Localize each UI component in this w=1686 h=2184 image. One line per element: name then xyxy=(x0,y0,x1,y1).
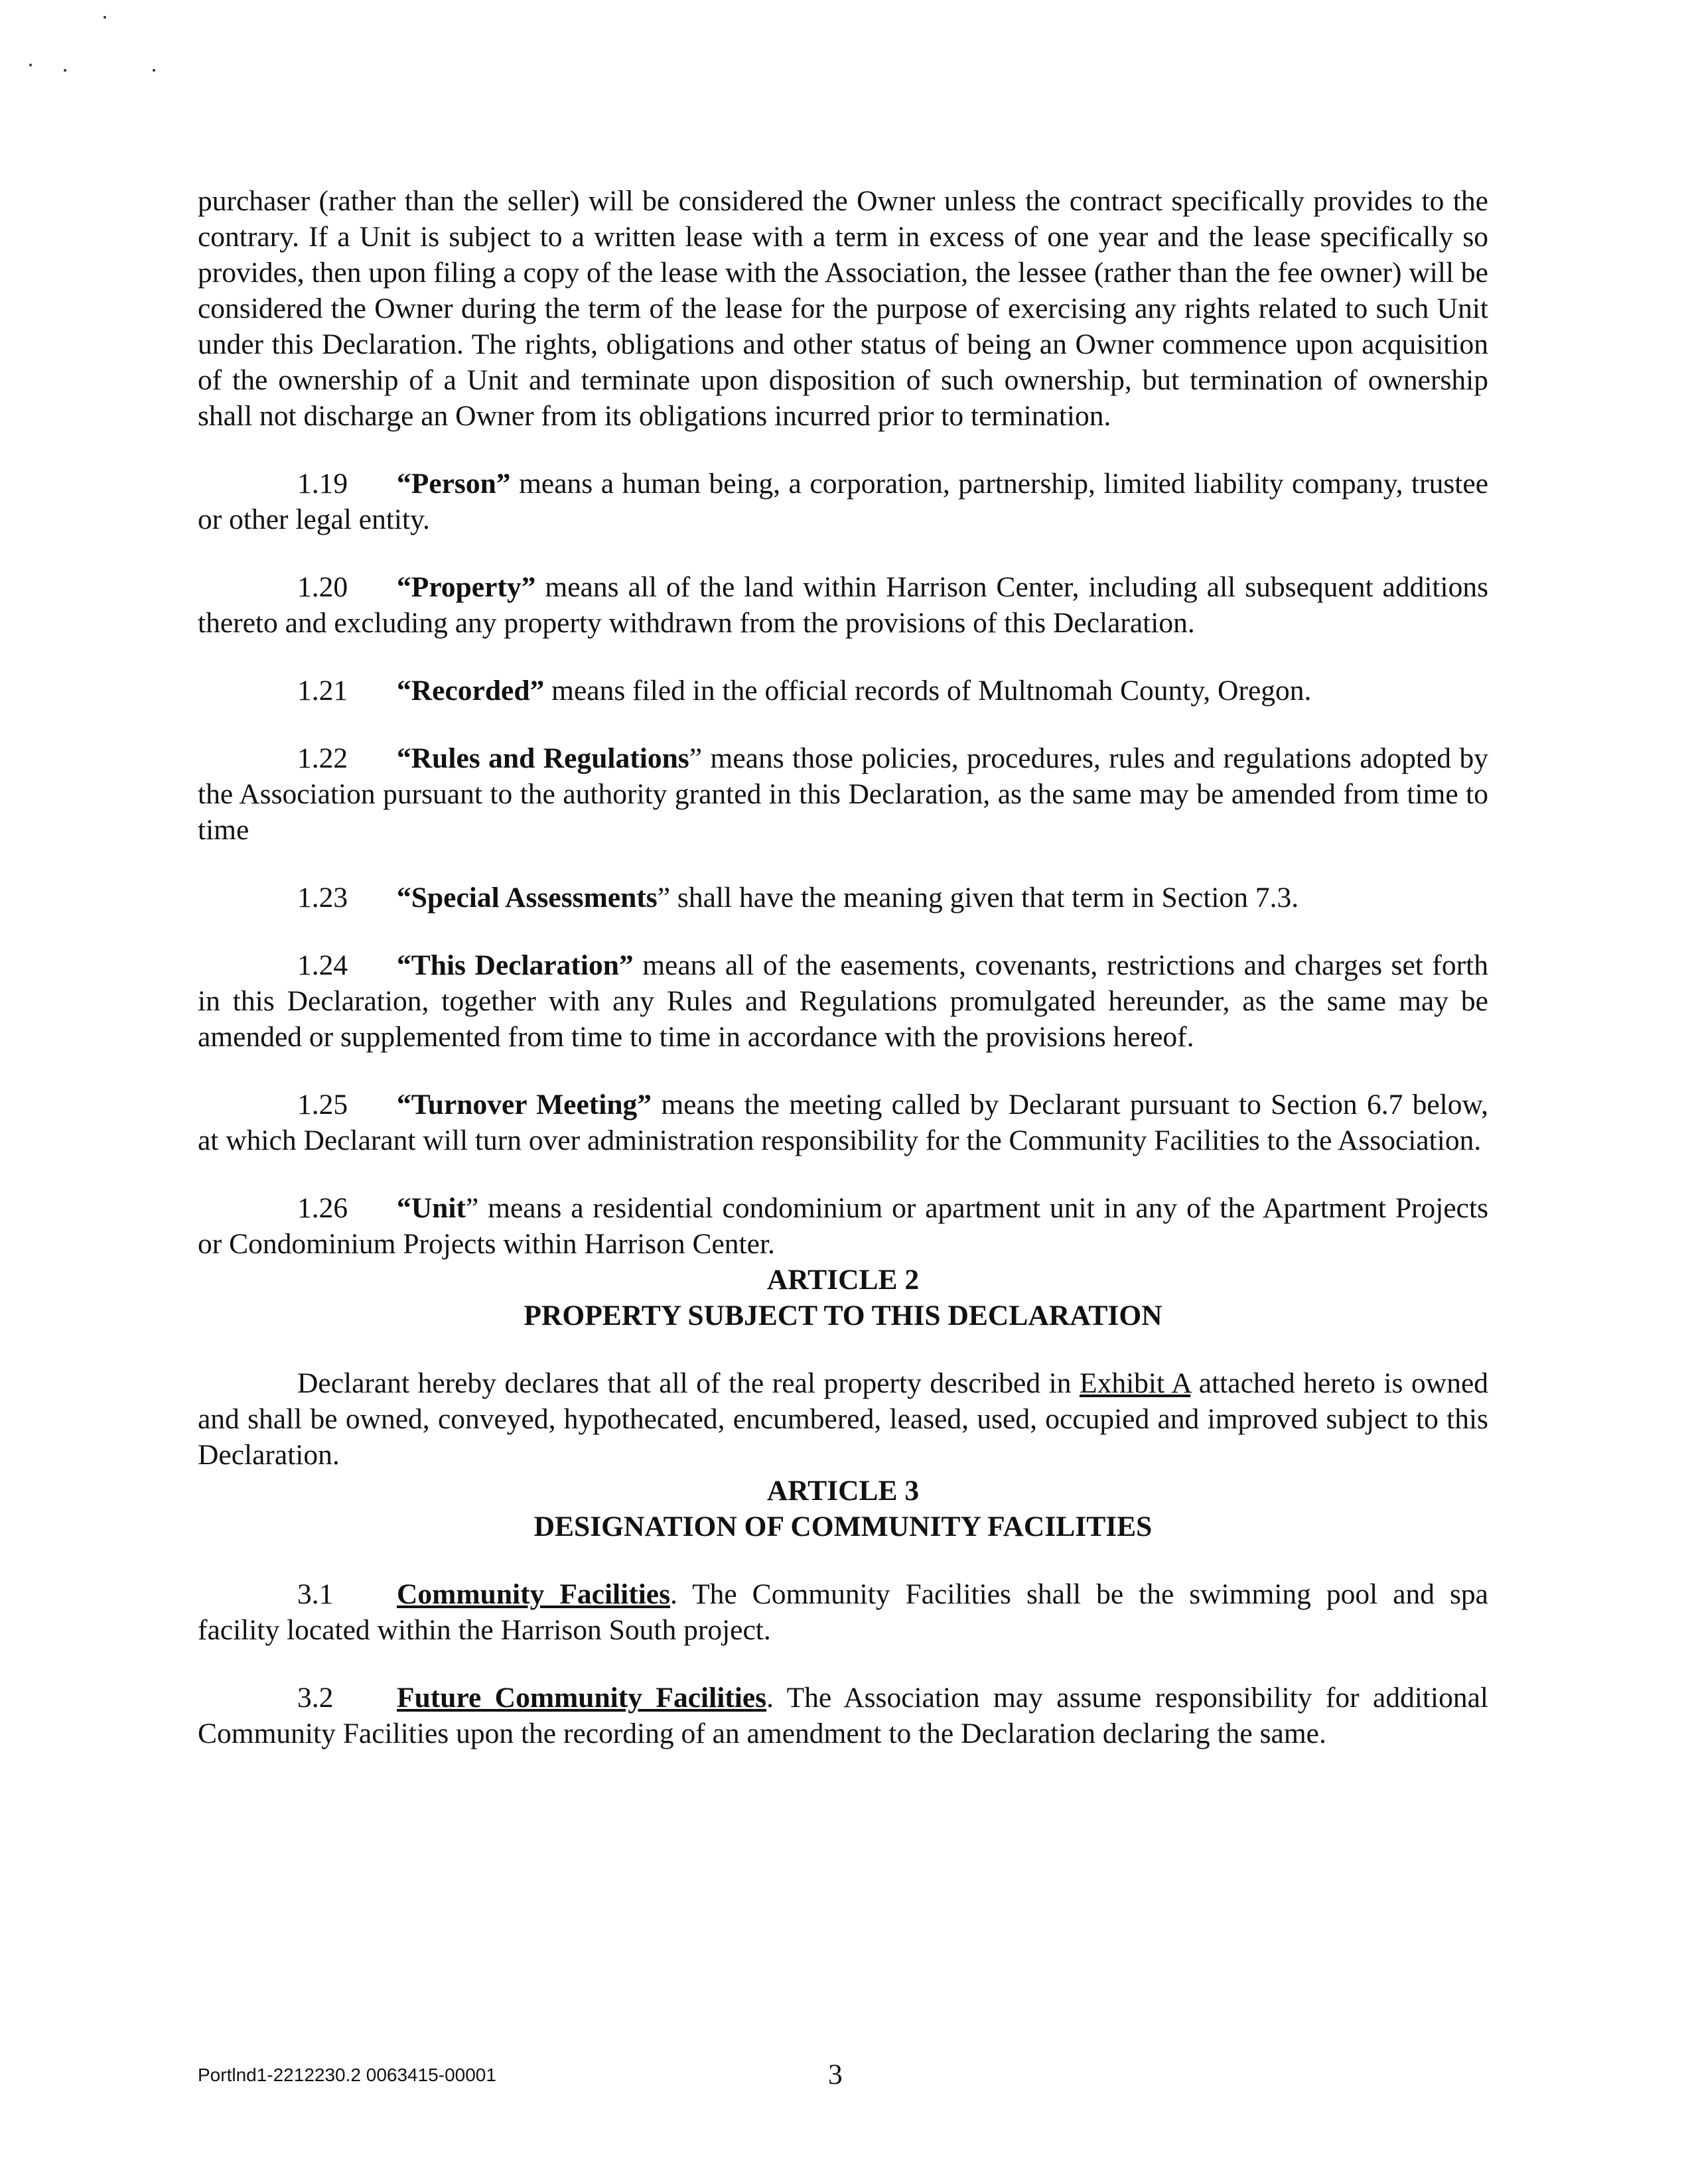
section-text: . The Association may assume responsibility for additional Community Facilities upon the recording of an amendment to the Declaration declaring the same. xyxy=(198,1682,1488,1749)
defined-term: “Person” xyxy=(397,468,511,500)
definition-text: means a human being, a corporation, partnership, limited liability company, trustee or other legal entity. xyxy=(198,468,1488,535)
definition-1-22 xyxy=(198,740,1488,848)
defined-term: “Turnover Meeting” xyxy=(397,1089,652,1121)
section-number: 1.25 xyxy=(297,1089,348,1121)
article-3-label: ARTICLE 3 xyxy=(766,1475,920,1507)
article-2-title: PROPERTY SUBJECT TO THIS DECLARATION xyxy=(524,1300,1162,1331)
definition-1-26 xyxy=(198,1190,1488,1262)
definition-text: means all of the easements, covenants, restrictions and charges set forth in this Declaration, together with any Rules and Regulations promulgated hereunder, as the same may be amended or supplemented from time to time in accordance with the provisions hereof. xyxy=(198,949,1488,1053)
page-number: 3 xyxy=(828,2059,843,2090)
defined-term: “Rules and Regulations xyxy=(397,742,689,774)
definition-text: means the meeting called by Declarant pursuant to Section 6.7 below, at which Declarant will turn over administration responsibility for the Community Facilities to the Association. xyxy=(198,1089,1488,1156)
exhibit-reference: Exhibit A xyxy=(1080,1367,1191,1399)
defined-term: “Unit xyxy=(397,1192,466,1224)
scan-artifact xyxy=(29,64,32,66)
definition-text: ” shall have the meaning given that term in Section 7.3. xyxy=(657,882,1299,914)
section-3-2 xyxy=(198,1680,1488,1751)
definition-1-19 xyxy=(198,466,1488,537)
definition-1-23 xyxy=(198,880,1488,916)
section-number: 3.2 xyxy=(297,1682,334,1714)
section-number: 1.21 xyxy=(297,675,348,707)
page-footer xyxy=(198,2058,1488,2091)
section-number: 1.24 xyxy=(297,949,348,981)
defined-term: “Recorded” xyxy=(397,675,545,707)
section-number: 1.26 xyxy=(297,1192,348,1224)
article-2-label: ARTICLE 2 xyxy=(766,1264,920,1296)
definition-text: ” means a residential condominium or apartment unit in any of the Apartment Projects or Condominium Projects within Harrison Center. xyxy=(198,1192,1488,1260)
defined-term: “Property” xyxy=(397,571,536,603)
article-2-paragraph xyxy=(198,1365,1488,1473)
section-number: 1.19 xyxy=(297,468,348,500)
scan-artifact xyxy=(64,69,66,72)
section-heading: Future Community Facilities xyxy=(397,1682,767,1714)
section-text: . The Community Facilities shall be the swimming pool and spa facility located within the Harrison South project. xyxy=(198,1578,1488,1646)
section-number: 1.20 xyxy=(297,571,348,603)
definition-1-24 xyxy=(198,947,1488,1055)
section-number: 3.1 xyxy=(297,1578,334,1610)
article-2-text: attached hereto is owned and shall be owned, conveyed, hypothecated, encumbered, leased, used, occupied and improved subject to this Declaration. xyxy=(198,1367,1488,1471)
article-3-title: DESIGNATION OF COMMUNITY FACILITIES xyxy=(533,1511,1153,1542)
section-number: 1.22 xyxy=(297,742,348,774)
scan-artifact xyxy=(153,69,155,72)
definition-1-21 xyxy=(198,673,1488,709)
article-2-text: Declarant hereby declares that all of the real property described in xyxy=(297,1367,1080,1399)
defined-term: “This Declaration” xyxy=(397,949,634,981)
scan-artifact xyxy=(104,16,106,19)
definition-text: means filed in the official records of Multnomah County, Oregon. xyxy=(544,675,1312,707)
definition-text: ” means those policies, procedures, rules and regulations adopted by the Association pursuant to the authority granted in this Declaration, as the same may be amended from time to time xyxy=(198,742,1488,846)
section-3-1 xyxy=(198,1576,1488,1648)
section-heading: Community Facilities xyxy=(397,1578,671,1610)
definition-text: means all of the land within Harrison Center, including all subsequent additions thereto and excluding any property withdrawn from the provisions of this Declaration. xyxy=(198,571,1488,639)
document-id: Portlnd1-2212230.2 0063415-00001 xyxy=(198,2065,496,2085)
section-number: 1.23 xyxy=(297,882,348,914)
document-page xyxy=(198,183,1488,1751)
definition-1-25 xyxy=(198,1087,1488,1158)
defined-term: “Special Assessments xyxy=(397,882,658,914)
definition-1-20 xyxy=(198,569,1488,641)
intro-paragraph: purchaser (rather than the seller) will be considered the Owner unless the contract specifically provides to the contrary. If a Unit is subject to a written lease with a term in excess of one year and the lease specifically so provides, then upon filing a copy of the lease with the Association, the lessee (rather than the fee owner) will be considered the Owner during the term of the lease for the purpose of exercising any rights related to such Unit under this Declaration. The rights, obligations and other status of being an Owner commence upon acquisition of the ownership of a Unit and terminate upon disposition of such ownership, but termination of ownership shall not discharge an Owner from its obligations incurred prior to termination. xyxy=(198,185,1488,432)
